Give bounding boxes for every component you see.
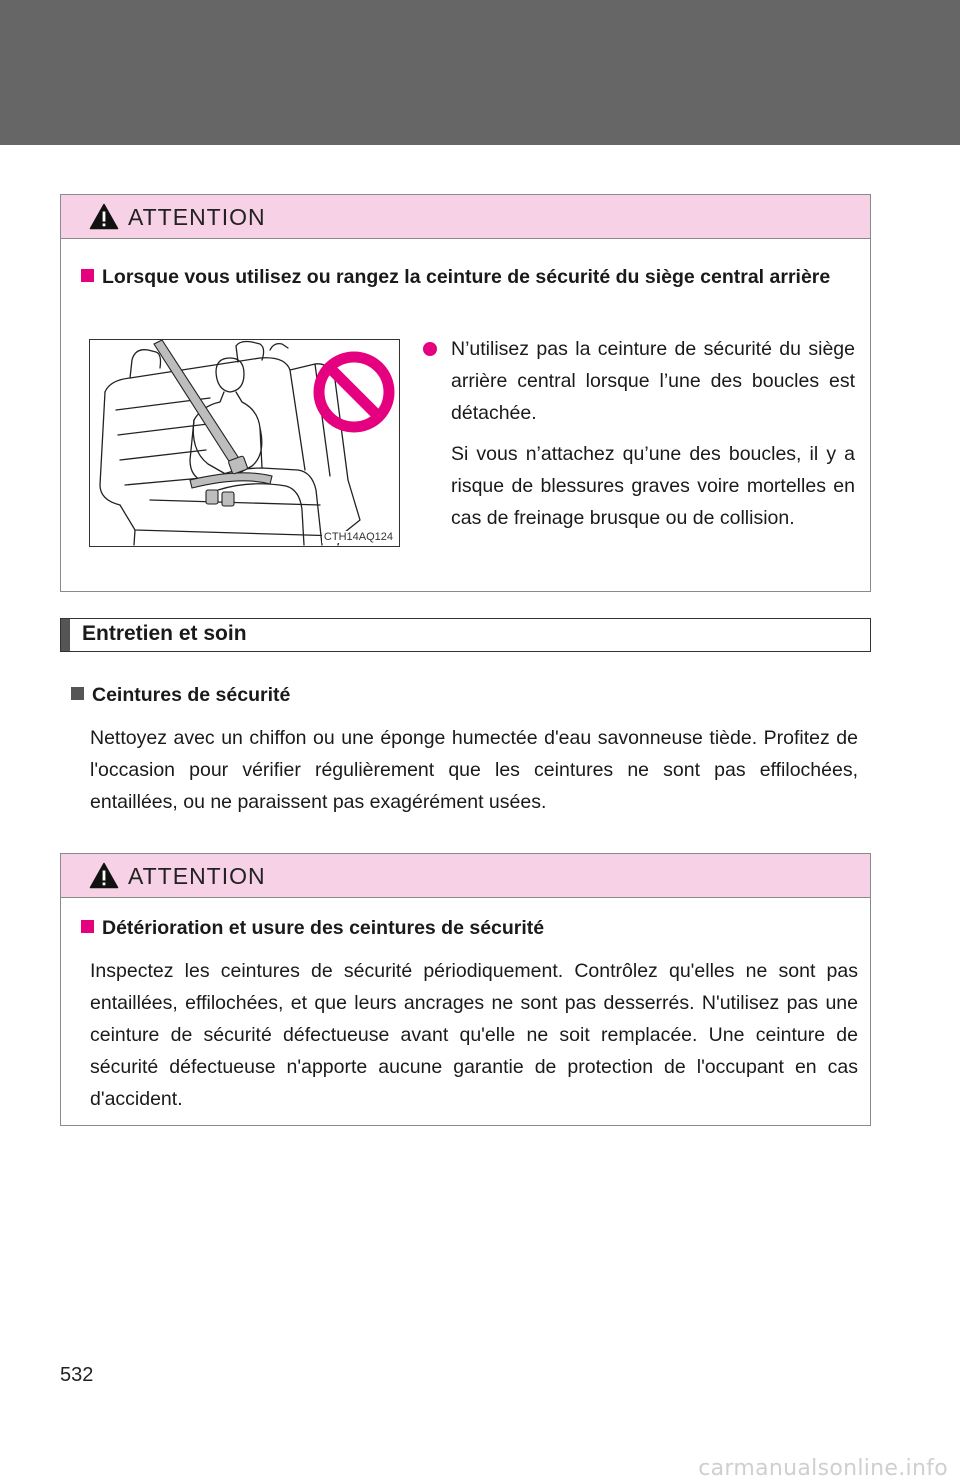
section-header xyxy=(60,618,871,652)
illustration-code: CTH14AQ124 xyxy=(323,531,393,543)
attention-header xyxy=(61,854,870,898)
attention-header xyxy=(61,195,870,239)
section-accent xyxy=(61,619,70,651)
attention-box xyxy=(60,853,871,1126)
subheading xyxy=(71,684,290,707)
attention-title: ATTENTION xyxy=(128,863,266,889)
page-number: 532 xyxy=(60,1364,94,1386)
rear-seat-image xyxy=(90,340,399,546)
section-title: Entretien et soin xyxy=(82,622,247,645)
seatbelt-illustration xyxy=(89,339,400,547)
round-bullet-icon xyxy=(423,342,437,356)
watermark: carmanualsonline.info xyxy=(698,1456,948,1481)
list-item xyxy=(421,333,855,429)
attention-heading xyxy=(81,917,544,940)
attention-bullet-list xyxy=(421,333,855,534)
header-band xyxy=(0,0,960,145)
body-paragraph: Nettoyez avec un chiffon ou une éponge humectée d'eau savonneuse tiède. Profitez de l'occasion pour vérifier régulièrement que les ceintures ne sont pas effilochées, entaillées, ou ne paraissent pas exagérément usées. xyxy=(90,727,858,813)
attention-heading xyxy=(81,261,861,293)
attention-box xyxy=(60,194,871,592)
attention-body: Inspectez les ceintures de sécurité périodiquement. Contrôlez qu'elles ne sont pas entaillées, effilochées, et que leurs ancrages ne sont pas desserrés. N'utilisez pas une ceinture de sécurité défectueuse avant qu'elle ne soit remplacée. Une ceinture de sécurité défectueuse n'apporte aucune garantie de protection de l'occupant en cas d'accident. xyxy=(90,960,858,1110)
attention-title: ATTENTION xyxy=(128,204,266,230)
attention-heading-text: Lorsque vous utilisez ou rangez la ceinture de sécurité du siège central arrière xyxy=(102,266,831,288)
bullet-text: N’utilisez pas la ceinture de sécurité du siège arrière central lorsque l’une des boucles est détachée. xyxy=(451,338,855,424)
square-bullet-icon xyxy=(81,269,94,282)
warning-triangle-icon xyxy=(89,862,119,889)
attention-heading-text: Détérioration et usure des ceintures de sécurité xyxy=(102,917,545,939)
bullet-followup: Si vous n’attachez qu’une des boucles, il y a risque de blessures graves voire mortelles en cas de freinage brusque ou de collision. xyxy=(451,443,855,529)
square-bullet-icon xyxy=(81,920,94,933)
prohibition-icon xyxy=(319,357,389,427)
subheading-text: Ceintures de sécurité xyxy=(92,684,291,706)
square-bullet-icon xyxy=(71,687,84,700)
warning-triangle-icon xyxy=(89,203,119,230)
